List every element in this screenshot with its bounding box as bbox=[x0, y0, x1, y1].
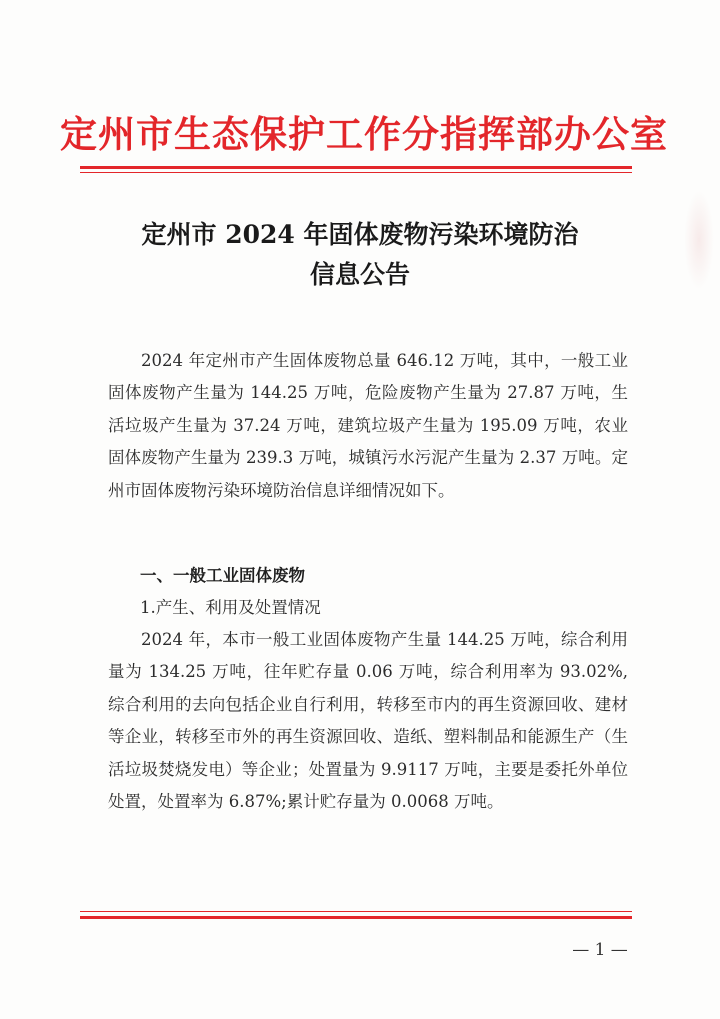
document-title-line1: 定州市 2024 年固体废物污染环境防治 bbox=[141, 220, 579, 249]
subsection-heading: 1.产生、利用及处置情况 bbox=[140, 598, 321, 617]
seal-bleed-mark bbox=[684, 190, 714, 290]
intro-paragraph-block bbox=[108, 345, 628, 507]
header-red-rule-thin bbox=[80, 172, 632, 173]
header-red-rule-thick bbox=[80, 166, 632, 169]
footer-red-rule-thin bbox=[80, 911, 632, 912]
section-paragraph-block bbox=[108, 624, 628, 818]
issuing-office-title: 定州市生态保护工作分指挥部办公室 bbox=[60, 112, 668, 156]
page-number: — 1 — bbox=[572, 940, 628, 960]
section-heading: 一、一般工业固体废物 bbox=[140, 566, 305, 585]
document-title-line2: 信息公告 bbox=[309, 260, 410, 289]
intro-paragraph: 2024 年定州市产生固体废物总量 646.12 万吨，其中，一般工业固体废物产生量为 144.25 万吨，危险废物产生量为 27.87 万吨，生活垃圾产生量为 37.24 万吨，建筑垃圾产生量为 195.09 万吨，农业固体废物产生量为 239.3 万吨，城镇污水污泥产生量为 2.37 万吨。定州市固体废物污染环境防治信息详细情况如下。 bbox=[108, 351, 628, 500]
footer-red-rule-thick bbox=[80, 916, 632, 919]
section-paragraph: 2024 年，本市一般工业固体废物产生量 144.25 万吨，综合利用量为 134.25 万吨，往年贮存量 0.06 万吨，综合利用率为 93.02%, 综合利用的去向包括企业自行利用，转移至市内的再生资源回收、建材等企业，转移至市外的再生资源回收、造纸、塑料制品和能源生产（生活垃圾焚烧发电）等企业；处置量为 9.9117 万吨，主要是委托外单位处置，处置率为 6.87%;累计贮存量为 0.0068 万吨。 bbox=[108, 630, 628, 812]
